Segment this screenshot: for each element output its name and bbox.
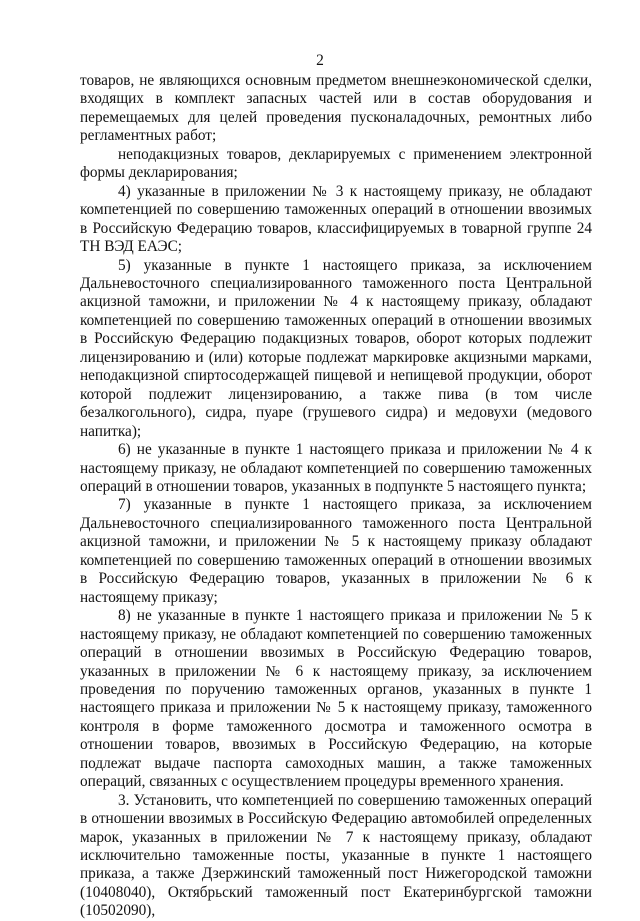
page-number: 2 xyxy=(316,52,324,69)
paragraph-item-7: 7) указанные в пункте 1 настоящего приказа, за исключением Дальневосточного специализированного таможенного поста Центральной акцизной таможни, и приложении № 5 к настоящему приказу обладают компетенцией по совершению таможенных операций в отношении ввозимых в Российскую Федерацию товаров, указанных в приложении № 6 к настоящему приказу; xyxy=(80,496,592,606)
paragraph-item-6: 6) не указанные в пункте 1 настоящего приказа и приложении № 4 к настоящему приказу, не обладают компетенцией по совершению таможенных операций в отношении товаров, указанных в подпункте 5 настоящего пункта; xyxy=(80,441,592,495)
paragraph-item-5: 5) указанные в пункте 1 настоящего приказа, за исключением Дальневосточного специализированного таможенного поста Центральной акцизной таможни, и приложении № 4 к настоящему приказу, обладают компетенцией по совершению таможенных операций в отношении ввозимых в Российскую Федерацию подакцизных товаров, оборот которых подлежит лицензированию и (или) которые подлежат маркировке акцизными марками, неподакцизной спиртосодержащей пищевой и непищевой продукции, оборот которой подлежит лицензированию, а также пива (в том числе безалкогольного), сидра, пуаре (грушевого сидра) и медовухи (медового напитка); xyxy=(80,256,592,440)
document-body xyxy=(80,72,592,921)
paragraph-item-8: 8) не указанные в пункте 1 настоящего приказа и приложении № 5 к настоящему приказу, не обладают компетенцией по совершению таможенных операций в отношении ввозимых в Российскую Федерацию товаров, указанных в приложении № 6 к настоящему приказу, за исключением проведения по поручению таможенных органов, указанных в пункте 1 настоящего приказа и приложении № 5 к настоящему приказу, таможенного контроля в форме таможенного досмотра и таможенного осмотра в отношении товаров, ввозимых в Российскую Федерацию, на которые подлежат выдаче паспорта самоходных машин, а также таможенных операций, связанных с осуществлением процедуры временного хранения. xyxy=(80,607,592,791)
paragraph-nonexcise-goods: неподакцизных товаров, декларируемых с применением электронной формы декларирования; xyxy=(80,145,592,182)
paragraph-item-4: 4) указанные в приложении № 3 к настоящему приказу, не обладают компетенцией по совершению таможенных операций в отношении ввозимых в Российскую Федерацию товаров, классифицируемых в товарной группе 24 ТН ВЭД ЕАЭС; xyxy=(80,182,592,256)
paragraph-continuation: товаров, не являющихся основным предметом внешнеэкономической сделки, входящих в комплект запасных частей или в состав оборудования и перемещаемых для целей проведения пусконаладочных, ремонтных либо регламентных работ; xyxy=(80,72,592,145)
paragraph-item-3-main: 3. Установить, что компетенцией по совершению таможенных операций в отношении ввозимых в Российскую Федерацию автомобилей определенных марок, указанных в приложении № 7 к настоящему приказу, обладают исключительно таможенные посты, указанные в пункте 1 настоящего приказа, а также Дзержинский таможенный пост Нижегородской таможни (10408040), Октябрьский таможенный пост Екатеринбургской таможни (10502090), xyxy=(80,791,592,920)
